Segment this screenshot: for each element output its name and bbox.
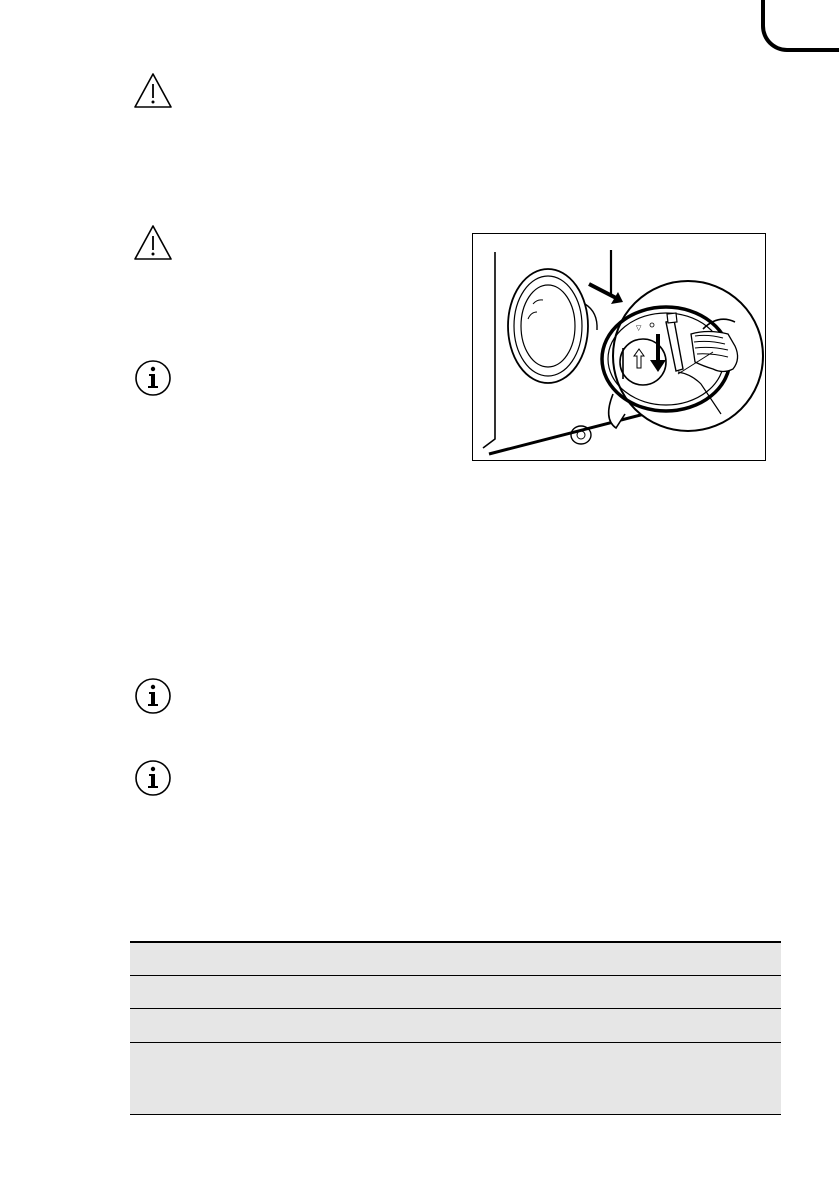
data-table — [130, 941, 781, 1115]
warning-triangle-icon — [133, 224, 173, 264]
svg-text:▽: ▽ — [636, 324, 642, 332]
info-circle-icon — [133, 358, 173, 398]
drain-filter-illustration — [472, 233, 766, 461]
page-tab-marker — [761, 0, 839, 52]
table-row — [130, 941, 781, 976]
table-row — [130, 1043, 781, 1115]
info-circle-icon — [133, 758, 173, 798]
table-row — [130, 1009, 781, 1043]
table-row — [130, 976, 781, 1009]
info-circle-icon — [133, 676, 173, 716]
warning-triangle-icon — [133, 72, 173, 112]
